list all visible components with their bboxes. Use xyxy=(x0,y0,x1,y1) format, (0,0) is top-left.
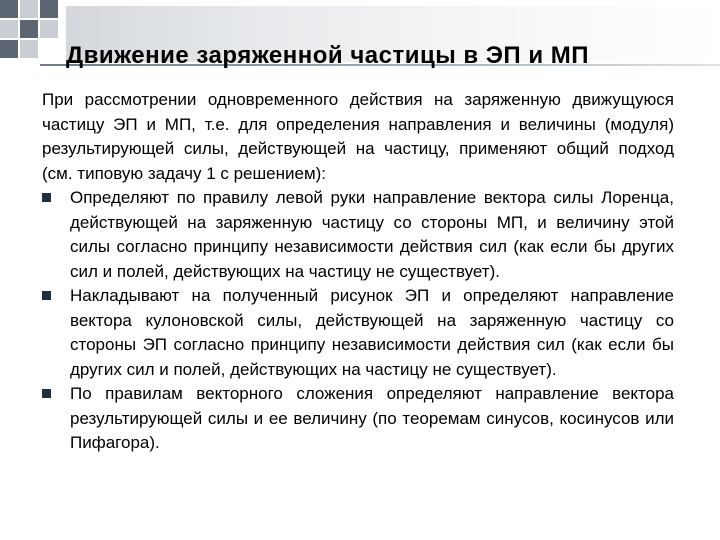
decor-square xyxy=(20,0,38,18)
decor-square xyxy=(20,40,38,58)
bullet-text: По правилам векторного сложения определяют направление вектора результирующей силы и ее величину (по теоремам синусов, косинусов или Пифагора). xyxy=(70,384,674,452)
decor-square xyxy=(0,20,18,38)
bullet-text: Накладывают на полученный рисунок ЭП и определяют направление вектора кулоновской силы, действующей на заряженную частицу со стороны ЭП согласно принципу независимости действия сил (как если бы других сил и полей, действующих на частицу не существует). xyxy=(70,286,674,379)
decor-square xyxy=(0,0,18,18)
square-bullet-icon xyxy=(42,389,51,398)
decor-square xyxy=(0,40,18,58)
slide-title: Движение заряженной частицы в ЭП и МП xyxy=(66,42,589,69)
slide-body xyxy=(42,88,674,456)
decor-square xyxy=(40,0,58,18)
list-item xyxy=(42,186,674,284)
bullet-list xyxy=(42,186,674,456)
intro-paragraph: При рассмотрении одновременного действия на заряженную движущуюся частицу ЭП и МП, т.е. для определения направления и величины (модуля) результирующей силы, действующей на частицу, применяют общий подход (см. типовую задачу 1 с решением): xyxy=(42,90,674,183)
decor-square xyxy=(40,20,58,38)
square-bullet-icon xyxy=(42,291,51,300)
list-item xyxy=(42,382,674,456)
square-bullet-icon xyxy=(42,193,51,202)
decor-square xyxy=(20,20,38,38)
list-item xyxy=(42,284,674,382)
bullet-text: Определяют по правилу левой руки направление вектора силы Лоренца, действующей на заряженную частицу со стороны МП, и величину этой силы согласно принципу независимости действия сил (как если бы других сил и полей, действующих на частицу не существует). xyxy=(70,188,674,281)
